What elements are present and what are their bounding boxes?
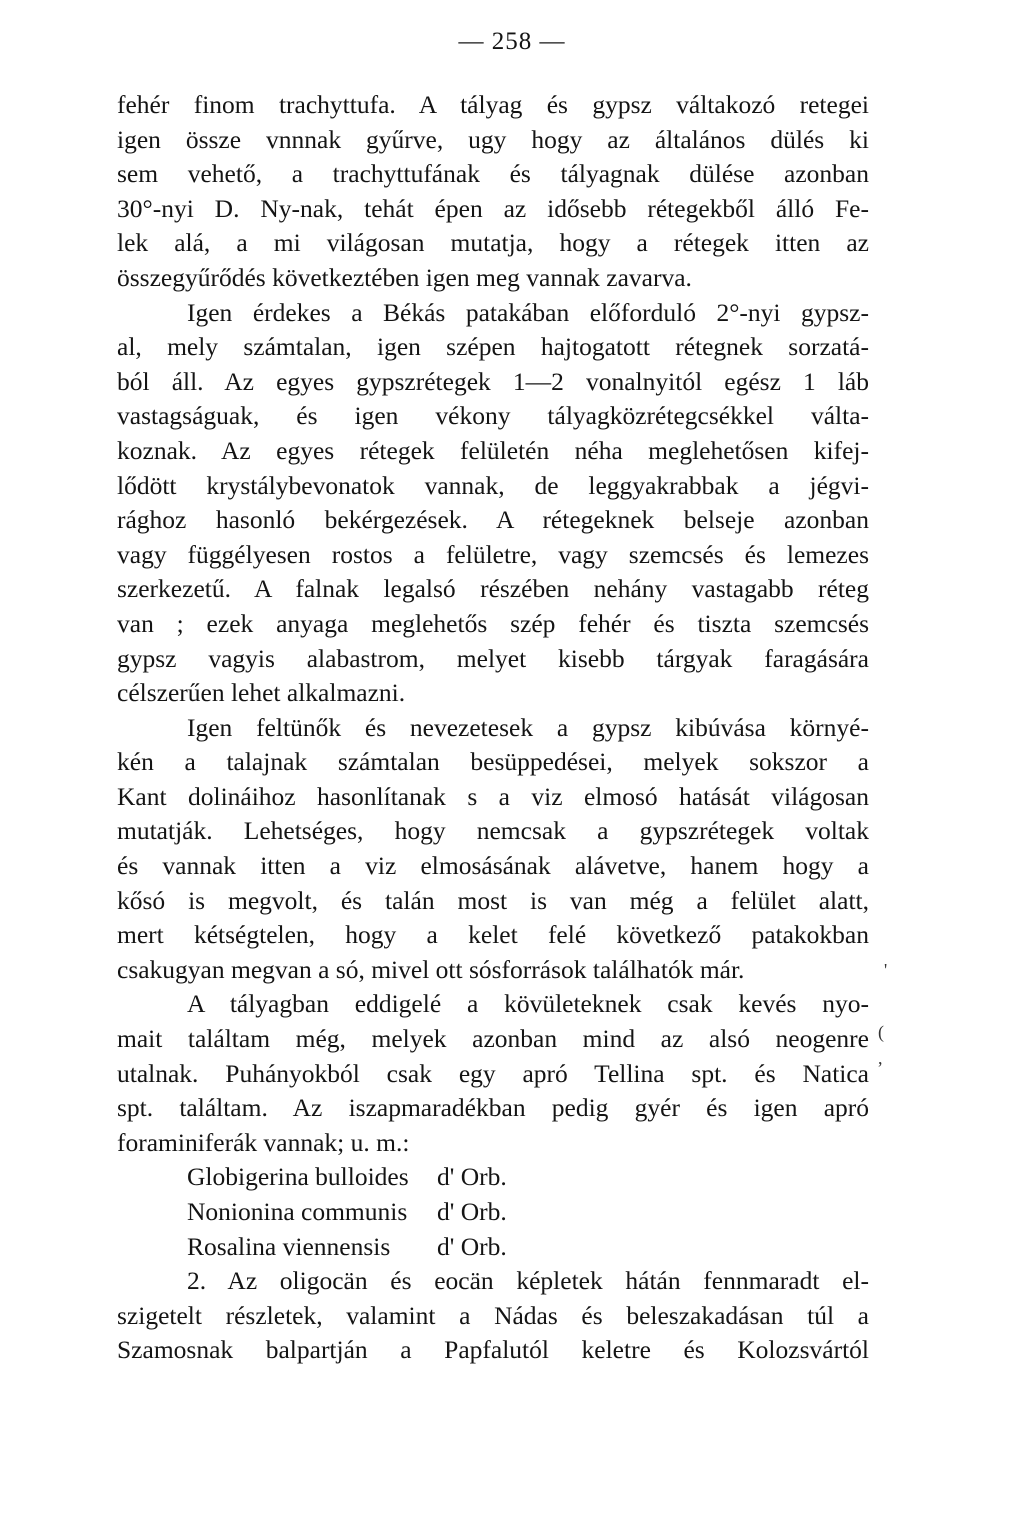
paragraph-4 xyxy=(117,987,869,1160)
text-line: foraminiferák vannak; u. m.: xyxy=(117,1127,410,1157)
species-item xyxy=(117,1160,869,1195)
text-line: szigetelt részletek, valamint a Nádas és beleszakadásan túl a xyxy=(117,1300,869,1330)
text-line: rághoz hasonló bekérgezések. A rétegeknek belseje azonban xyxy=(117,505,869,535)
text-line: fehér finom trachyttufa. A tályag és gypsz váltakozó retegei xyxy=(117,90,869,119)
text-line: vastagságuak, és igen vékony tályagközrétegcsékkel válta- xyxy=(117,401,869,431)
margin-mark: ' xyxy=(884,960,888,980)
paragraph-1 xyxy=(117,88,869,296)
text-line: összegyűrődés következtében igen meg vannak zavarva. xyxy=(117,262,692,292)
species-list xyxy=(117,1160,869,1264)
text-line: célszerűen lehet alkalmazni. xyxy=(117,678,406,708)
species-author: d' Orb. xyxy=(437,1197,507,1226)
species-author: d' Orb. xyxy=(437,1231,507,1261)
species-item xyxy=(117,1230,869,1265)
margin-mark: , xyxy=(878,1048,883,1068)
text-line: ból áll. Az egyes gypszrétegek 1—2 vonalnyitól egész 1 láb xyxy=(117,366,869,396)
text-line: Igen érdekes a Békás patakában előforduló 2°-nyi gypsz- xyxy=(187,297,869,327)
species-item xyxy=(117,1195,869,1230)
text-line: van ; ezek anyaga meglehetős szép fehér és tiszta szemcsés xyxy=(117,608,869,638)
text-line: 30°-nyi D. Ny-nak, tehát épen az idősebb rétegekből álló Fe- xyxy=(117,193,869,223)
text-line: 2. Az oligocän és eocän képletek hátán fennmaradt el- xyxy=(187,1266,869,1296)
paragraph-2 xyxy=(117,296,869,711)
text-line: csakugyan megvan a só, mivel ott sósforrások találhatók már. xyxy=(117,954,745,984)
species-name: Nonionina communis xyxy=(187,1197,408,1226)
text-line: kősó is megvolt, és talán most is van még a felület alatt, xyxy=(117,885,869,915)
paragraph-final xyxy=(117,1264,869,1368)
page-number: — 258 — xyxy=(458,28,566,55)
text-line: Szamosnak balpartján a Papfalutól keletre és Kolozsvártól xyxy=(117,1335,869,1365)
text-line: mert kétségtelen, hogy a kelet felé következő patakokban xyxy=(117,920,869,950)
margin-mark: ( xyxy=(878,1022,884,1042)
text-line: szerkezetű. A falnak legalsó részében nehány vastagabb réteg xyxy=(117,574,869,604)
species-name: Rosalina viennensis xyxy=(187,1231,391,1261)
text-line: Kant dolináihoz hasonlítanak s a viz elmosó hatását világosan xyxy=(117,781,869,811)
text-line: mutatják. Lehetséges, hogy nemcsak a gypszrétegek voltak xyxy=(117,816,869,846)
text-line: spt. találtam. Az iszapmaradékban pedig gyér és igen apró xyxy=(117,1093,869,1123)
text-line: Igen feltünők és nevezetesek a gypsz kibúvása környé- xyxy=(187,712,869,742)
paragraph-3 xyxy=(117,711,869,988)
text-line: utalnak. Puhányokból csak egy apró Tellina spt. és Natica xyxy=(117,1058,869,1088)
text-line: gypsz vagyis alabastrom, melyet kisebb tárgyak faragására xyxy=(117,643,869,673)
text-line: mait találtam még, melyek azonban mind az alsó neogenre xyxy=(117,1024,869,1054)
text-line: al, mely számtalan, igen szépen hajtogatott rétegnek sorzatá- xyxy=(117,332,869,362)
body-text xyxy=(117,88,869,1368)
text-line: és vannak itten a viz elmosásának alávetve, hanem hogy a xyxy=(117,851,869,881)
text-line: lek alá, a mi világosan mutatja, hogy a rétegek itten az xyxy=(117,228,869,258)
text-line: koznak. Az egyes rétegek felületén néha meglehetősen kifej- xyxy=(117,435,869,465)
text-line: igen össze vnnnak gyűrve, ugy hogy az általános dülés ki xyxy=(117,124,869,154)
text-line: A tályagban eddigelé a kövületeknek csak kevés nyo- xyxy=(187,989,869,1019)
text-line: lődött krystálybevonatok vannak, de leggyakrabbak a jégvi- xyxy=(117,470,869,500)
species-author: d' Orb. xyxy=(437,1162,507,1192)
text-line: vagy függélyesen rostos a felületre, vagy szemcsés és lemezes xyxy=(117,539,869,569)
text-line: kén a talajnak számtalan besüppedései, melyek sokszor a xyxy=(117,747,869,777)
text-line: sem vehető, a trachyttufának és tályagnak dülése azonban xyxy=(117,159,869,189)
species-name: Globigerina bulloides xyxy=(187,1162,409,1192)
